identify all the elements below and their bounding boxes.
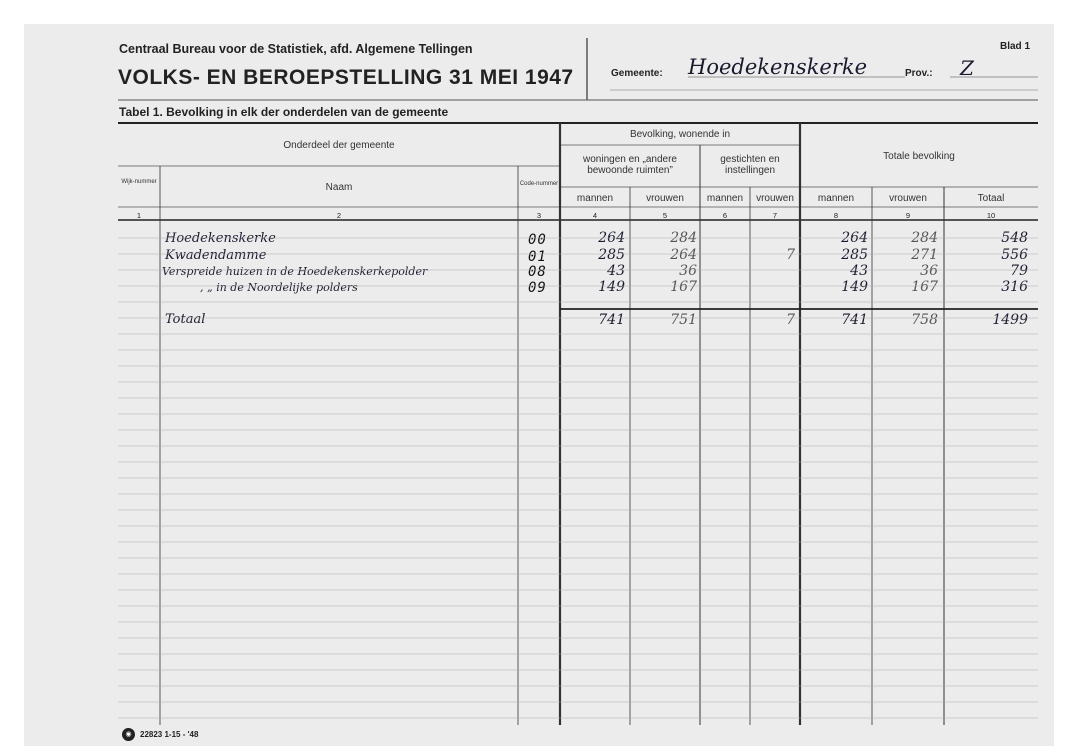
prov-value: Z — [960, 56, 974, 80]
row-3-w-mannen: 43 — [607, 263, 625, 279]
row-4-t-vrouwen: 167 — [911, 279, 938, 295]
header-totaal: Totaal — [977, 193, 1005, 204]
colnum-7: 7 — [772, 211, 778, 220]
row-2-totaal: 556 — [1001, 247, 1028, 263]
row-4-naam: , „ in de Noordelijke polders — [200, 281, 358, 294]
blad-label: Blad 1 — [1000, 41, 1031, 52]
tabel-title: Tabel 1. Bevolking in elk der onderdelen van de gemeente — [119, 105, 449, 119]
header-w-mannen: mannen — [576, 193, 614, 204]
totaal-w-vrouwen: 751 — [670, 312, 697, 328]
header-totale: Totale bevolking — [883, 151, 955, 162]
totaal-t-mannen: 741 — [841, 312, 868, 328]
header-t-vrouwen: vrouwen — [889, 193, 927, 204]
row-1-w-vrouwen: 284 — [670, 230, 697, 246]
row-1-t-vrouwen: 284 — [911, 230, 938, 246]
row-4-w-mannen: 149 — [598, 279, 625, 295]
colnum-2: 2 — [336, 211, 342, 220]
colnum-8: 8 — [833, 211, 839, 220]
totaal-t-vrouwen: 758 — [911, 312, 938, 328]
row-4-w-vrouwen: 167 — [670, 279, 697, 295]
colnum-1: 1 — [136, 211, 142, 220]
totaal-totaal: 1499 — [992, 312, 1028, 328]
gemeente-label: Gemeente: — [611, 68, 663, 79]
row-4-totaal: 316 — [1001, 279, 1028, 295]
totaal-w-mannen: 741 — [598, 312, 625, 328]
colnum-9: 9 — [905, 211, 911, 220]
header-onderdeel: Onderdeel der gemeente — [283, 140, 395, 151]
row-1-naam: Hoedekenskerke — [165, 231, 276, 246]
colnum-3: 3 — [536, 211, 542, 220]
prov-label: Prov.: — [905, 68, 933, 79]
header-code: Code-nummer — [519, 181, 559, 187]
header-naam: Naam — [325, 182, 353, 193]
row-1-code: 00 — [528, 232, 547, 248]
row-2-t-vrouwen: 271 — [911, 247, 938, 263]
gemeente-value: Hoedekenskerke — [688, 55, 868, 79]
row-3-w-vrouwen: 36 — [679, 263, 697, 279]
row-3-naam: Verspreide huizen in de Hoedekenskerkepolder — [162, 265, 428, 278]
header-bevolking: Bevolking, wonende in — [629, 129, 731, 140]
header-w-vrouwen: vrouwen — [646, 193, 684, 204]
header-g-mannen: mannen — [706, 193, 744, 204]
header-woningen: woningen en „andere bewoonde ruimten” — [583, 154, 677, 176]
row-1-t-mannen: 264 — [841, 230, 868, 246]
bureau-heading: Centraal Bureau voor de Statistiek, afd. Algemene Tellingen — [119, 42, 473, 56]
census-title: VOLKS- EN BEROEPSTELLING 31 MEI 1947 — [118, 66, 574, 89]
row-2-w-vrouwen: 264 — [670, 247, 697, 263]
row-2-code: 01 — [528, 249, 547, 265]
row-3-t-mannen: 43 — [850, 263, 868, 279]
row-3-totaal: 79 — [1010, 263, 1028, 279]
row-2-t-mannen: 285 — [841, 247, 868, 263]
colnum-6: 6 — [722, 211, 728, 220]
row-3-t-vrouwen: 36 — [920, 263, 938, 279]
form-number: 22823 1-15 - '48 — [140, 730, 199, 739]
header-gestichten: gestichten en instellingen — [720, 154, 780, 176]
row-3-code: 08 — [528, 264, 547, 280]
totaal-naam: Totaal — [165, 312, 206, 327]
form-sheet — [24, 24, 1054, 746]
totaal-g-vrouwen: 7 — [786, 312, 795, 328]
colnum-5: 5 — [662, 211, 668, 220]
row-4-t-mannen: 149 — [841, 279, 868, 295]
cbs-logo: ◉ — [122, 728, 135, 741]
row-2-g-vrouwen: 7 — [786, 247, 795, 263]
row-2-w-mannen: 285 — [598, 247, 625, 263]
header-wijk: Wijk-nummer — [121, 179, 157, 185]
header-g-vrouwen: vrouwen — [756, 193, 794, 204]
row-2-naam: Kwadendamme — [165, 248, 267, 263]
row-4-code: 09 — [528, 280, 547, 296]
row-1-totaal: 548 — [1001, 230, 1028, 246]
colnum-10: 10 — [986, 211, 996, 220]
row-1-w-mannen: 264 — [598, 230, 625, 246]
colnum-4: 4 — [592, 211, 598, 220]
header-t-mannen: mannen — [817, 193, 855, 204]
